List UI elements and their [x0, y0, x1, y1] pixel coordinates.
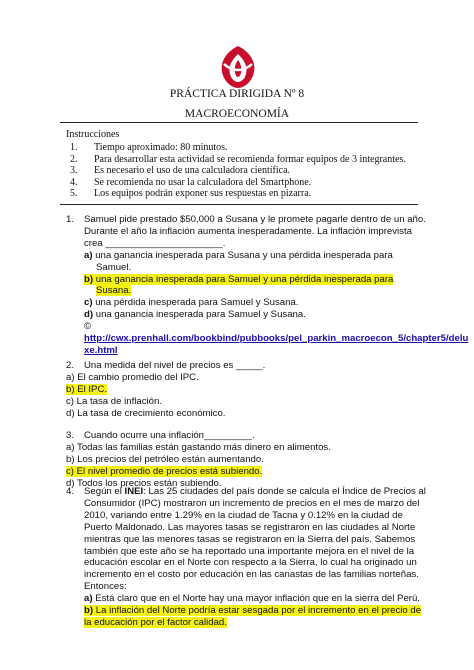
- question-text: Cuando ocurre una inflación_________.: [84, 430, 255, 441]
- copyright-symbol: ©: [84, 321, 92, 333]
- instructions-heading: Instrucciones: [66, 129, 120, 140]
- question-text: Según el INEI: Las 25 ciudades del país donde se calcula el Índice de Precios al: [84, 486, 426, 497]
- instructions-list: [66, 142, 406, 200]
- divider: [60, 204, 418, 205]
- option-b-highlighted: b) La inflación del Norte podría estar sesgada por el incremento en el precio de: [84, 605, 422, 617]
- instruction-item: 5. Los equipos podrán exponer sus respuestas en pizarra.: [70, 188, 312, 200]
- question-1: 1. Samuel pide prestado $50,000 a Susana y le promete pagarle dentro de un año. Durante el año la inflación aumenta inesperadamente. La inflación imprevista crea ______________________. a) una ganancia inesperada para Susana y una pérdida inesperada para Samuel. b) una ganancia inesperada para Samuel y una pérdida inesperada para Susana. c) una pérdida inesperada para Samuel y Susana. d) una ganancia inesperada para Samuel y Susana. © http://cwx.prenhall.com/bookbind/pubbooks/pel_parkin_macroecon_5/chapter5/delu xe.html: [66, 214, 469, 356]
- question-text: Samuel pide prestado $50,000 a Susana y le promete pagarle dentro de un año.: [84, 214, 426, 225]
- option-d: d) una ganancia inesperada para Samuel y Susana.: [84, 309, 306, 321]
- option-a: a) El cambio promedio del IPC.: [66, 371, 199, 383]
- instruction-item: 1. Tiempo aproximado: 80 minutos.: [70, 142, 228, 153]
- option-c: c) una pérdida inesperada para Samuel y Susana.: [84, 297, 299, 309]
- option-b: b) Los precios del petróleo están aumentando.: [66, 453, 264, 465]
- option-c: c) La tasa de inflación.: [66, 395, 162, 407]
- option-b-highlighted: b) una ganancia inesperada para Samuel y una pérdida inesperada para: [84, 273, 394, 285]
- question-4: 4. Según el INEI: Las 25 ciudades del país donde se calcula el Índice de Precios al Consumidor (IPC) mostraron un incremento de precios en el mes de marzo del 2010, variando entre 1.29% en la ciudad de Tacna y 0.12% en la ciudad de Puerto Maldonado. Las mayores tasas se registraron en las ciudades al Norte mientras que las menores tasas se registraron en la Sierra del país. Sabemos también que este año se ha reportado una importante mejora en el nivel de la educación escolar en el Norte con respecto a la Sierra, lo cual ha originado un incremento en el costo por educación en las canastas de las familias norteñas. Entonces: a) Está claro que en el Norte hay una mayor inflación que en la sierra del Perú. b) La inflación del Norte podría estar sesgada por el incremento en el precio de la educación por el factor calidad.: [66, 486, 426, 628]
- option-d: d) Todos los precios están subiendo.: [66, 477, 222, 489]
- option-a: a) una ganancia inesperada para Susana y una pérdida inesperada para: [84, 249, 393, 261]
- university-logo-icon: [216, 44, 260, 90]
- divider: [60, 122, 418, 123]
- instruction-item: 2. Para desarrollar esta actividad se recomienda formar equipos de 3 integrantes.: [70, 153, 406, 165]
- question-text: Durante el año la inflación aumenta inesperadamente. La inflación imprevista: [84, 225, 412, 237]
- instruction-item: 3. Es necesario el uso de una calculadora científica.: [70, 165, 291, 177]
- reference-link[interactable]: xe.html: [84, 344, 118, 356]
- option-b-highlighted: b) El IPC.: [66, 383, 108, 395]
- question-text: Una medida del nivel de precios es _____.: [84, 360, 266, 371]
- instruction-item: 4. Se recomienda no usar la calculadora del Smartphone.: [70, 176, 312, 188]
- document-title: PRÁCTICA DIRIGIDA Nº 8: [169, 88, 305, 100]
- option-a: a) Todas las familias están gastando más dinero en alimentos.: [66, 441, 331, 453]
- reference-link[interactable]: http://cwx.prenhall.com/bookbind/pubbooks/pel_parkin_macroecon_5/chapter5/delu: [84, 333, 469, 345]
- question-3: 3. Cuando ocurre una inflación_________. a) Todas las familias están gastando más dinero en alimentos. b) Los precios del petróleo están aumentando. c) El nivel promedio de precios está subiendo. d) Todos los precios están subiendo.: [66, 430, 416, 490]
- option-d: d) La tasa de crecimiento económico.: [66, 407, 226, 419]
- question-2: 2. Una medida del nivel de precios es _____. a) El cambio promedio del IPC. b) El IPC. c) La tasa de inflación. d) La tasa de crecimiento económico.: [66, 360, 416, 420]
- option-c-highlighted: c) El nivel promedio de precios está subiendo.: [66, 465, 263, 477]
- question-text: crea ______________________.: [84, 237, 226, 249]
- option-a: a) Está claro que en el Norte hay una mayor inflación que en la sierra del Perú.: [84, 593, 420, 605]
- course-name: MACROECONOMÍA: [184, 108, 290, 120]
